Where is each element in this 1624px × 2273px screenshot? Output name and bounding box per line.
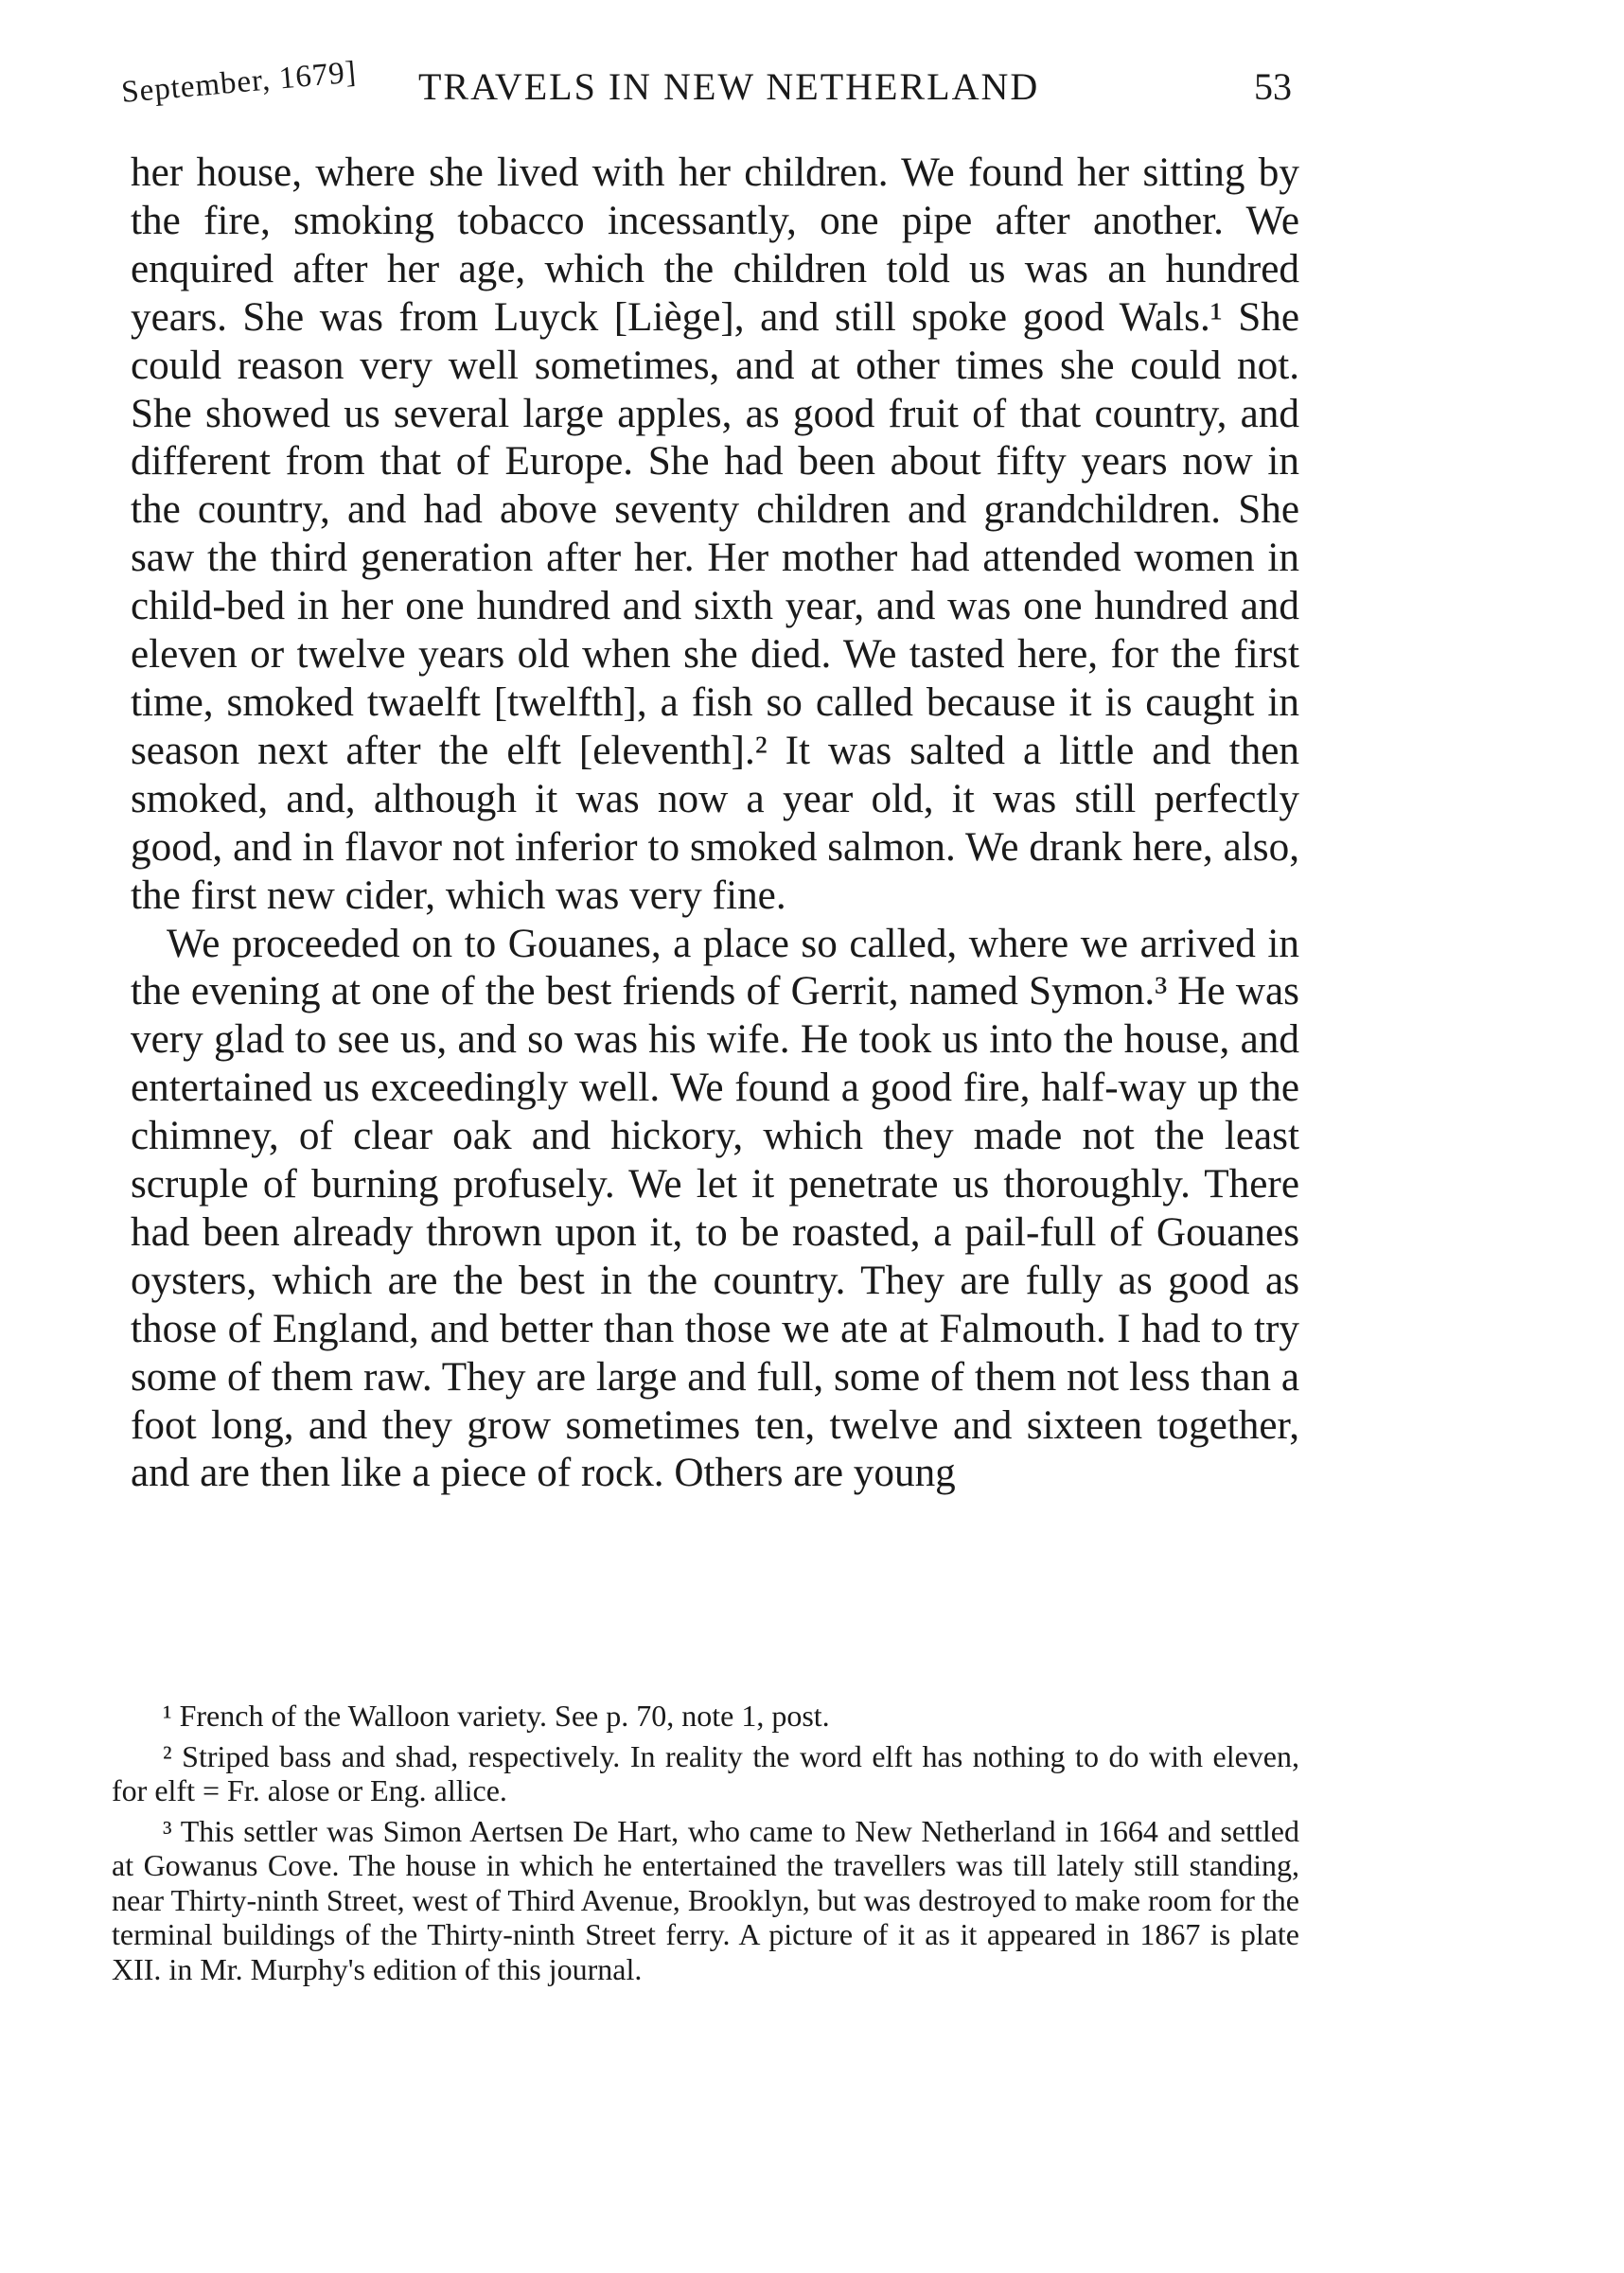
paragraph-continued: her house, where she lived with her children. We found her sitting by the fire, smoking tobacco incessantly, one pipe after another. We enquired after her age, which the children told us was an hundred years. She was from Luyck [Liège], and still spoke good Wals.¹ She could reason very well sometimes, and at other times she could not. She showed us several large apples, as good fruit of that country, and different from that of Europe. She had been about fifty years now in the country, and had above seventy children and grandchildren. She saw the third generation after her. Her mother had attended women in child-bed in her one hundred and sixth year, and was one hundred and eleven or twelve years old when she died. We tasted here, for the first time, smoked twaelft [twelfth], a fish so called because it is caught in season next after the elft [eleventh].² It was salted a little and then smoked, and, although it was now a year old, it was still perfectly good, and in flavor not inferior to smoked salmon. We drank here, also, the first new cider, which was very fine.: [131, 150, 1299, 918]
paragraph-gouanes: We proceeded on to Gouanes, a place so called, where we arrived in the evening at one of the best friends of Gerrit, named Symon.³ He was very glad to see us, and so was his wife. He took us into the house, and entertained us exceedingly well. We found a good fire, half-way up the chimney, of clear oak and hickory, which they made not the least scruple of burning profusely. We let it penetrate us thoroughly. There had been already thrown upon it, to be roasted, a pail-full of Gouanes oysters, which are the best in the country. They are fully as good as those of England, and better than those we ate at Falmouth. I had to try some of them raw. They are large and full, some of them not less than a foot long, and they grow sometimes ten, twelve and sixteen together, and are then like a piece of rock. Others are young: [131, 921, 1299, 1496]
running-header: [119, 55, 1292, 125]
body-text: [131, 150, 1299, 1498]
footnote-1: ¹ French of the Walloon variety. See p. 70, note 1, post.: [163, 1699, 830, 1733]
footnote-3: ³ This settler was Simon Aertsen De Hart, who came to New Netherland in 1664 and settled at Gowanus Cove. The house in which he entertained the travellers was till lately still standing, near Thirty-ninth Street, west of Third Avenue, Brooklyn, but was destroyed to make room for the terminal buildings of the Thirty-ninth Street ferry. A picture of it as it appeared in 1867 is plate XII. in Mr. Murphy's edition of this journal.: [112, 1813, 1299, 1986]
footnote-2: ² Striped bass and shad, respectively. In reality the word elft has nothing to do with eleven, for elft = Fr. alose or Eng. allice.: [112, 1738, 1299, 1807]
page-number: 53: [1254, 65, 1292, 108]
running-title: TRAVELS IN NEW NETHERLAND: [418, 65, 1040, 108]
footnotes: [112, 1699, 1299, 1992]
running-date: September, 1679]: [119, 55, 359, 111]
